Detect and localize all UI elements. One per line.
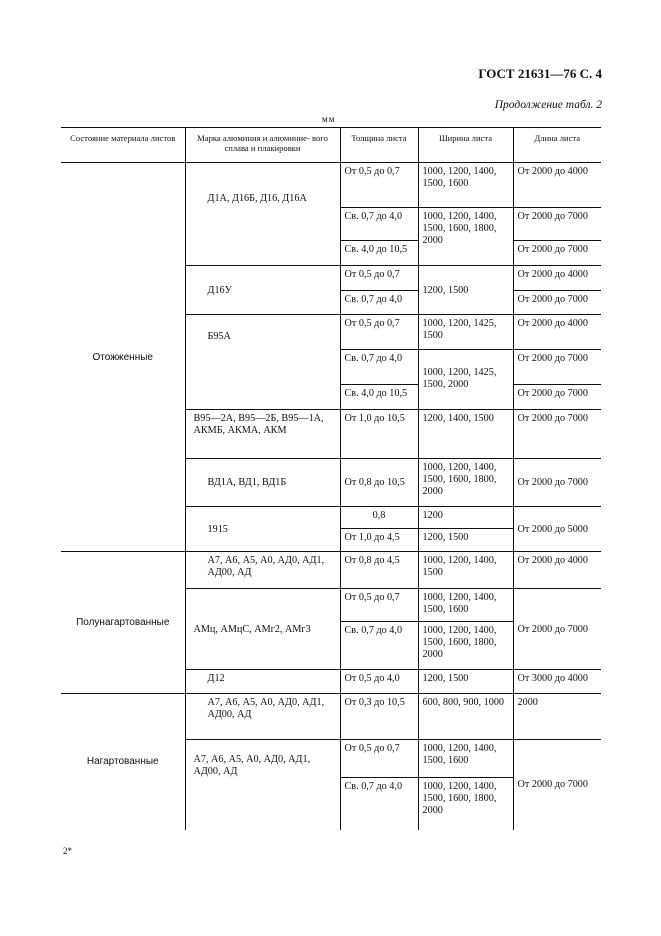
- grade-cell: А7, А6, А5, А0, АД0, АД1, АД00, АД: [185, 694, 340, 740]
- thickness-cell: Св. 0,7 до 4,0: [340, 622, 418, 670]
- column-header-width: Ширина листа: [418, 128, 513, 163]
- column-header-length: Длина листа: [513, 128, 601, 163]
- grade-cell: Б95А: [185, 315, 340, 410]
- width-cell: 1000, 1200, 1425, 1500: [418, 315, 513, 350]
- thickness-cell: Св. 0,7 до 4,0: [340, 208, 418, 241]
- page-mark: 2*: [63, 846, 72, 856]
- width-cell: 1200, 1500: [418, 266, 513, 315]
- thickness-cell: От 0,5 до 0,7: [340, 163, 418, 208]
- length-cell: От 2000 до 7000: [513, 241, 601, 266]
- thickness-cell: От 0,5 до 0,7: [340, 315, 418, 350]
- table-continuation-label: Продолжение табл. 2: [494, 99, 602, 111]
- dimensions-table: [61, 127, 601, 830]
- length-cell: От 2000 до 5000: [513, 507, 601, 552]
- length-cell: От 2000 до 7000: [513, 350, 601, 385]
- column-header-grade: Марка алюминия и алюминие- вого сплава и плакировки: [185, 128, 340, 163]
- width-cell: 1000, 1200, 1400, 1500, 1600: [418, 589, 513, 622]
- thickness-cell: От 1,0 до 10,5: [340, 410, 418, 459]
- width-cell: 1000, 1200, 1400, 1500, 1600, 1800, 2000: [418, 622, 513, 670]
- thickness-cell: Св. 0,7 до 4,0: [340, 778, 418, 830]
- width-cell: 1200, 1500: [418, 529, 513, 552]
- grade-cell: Д16У: [185, 266, 340, 315]
- grade-cell: Д12: [185, 670, 340, 694]
- document-id: ГОСТ 21631—76 С. 4: [478, 66, 602, 81]
- length-cell: От 2000 до 7000: [513, 589, 601, 670]
- thickness-cell: От 0,5 до 0,7: [340, 740, 418, 778]
- length-cell: От 2000 до 4000: [513, 552, 601, 589]
- grade-cell: В95—2А, В95—2Б, В95—1А, АКМБ, АКМА, АКМ: [185, 410, 340, 459]
- width-cell: 1000, 1200, 1400, 1500, 1600: [418, 740, 513, 778]
- grade-cell: 1915: [185, 507, 340, 552]
- column-header-state: Состояние материала листов: [61, 128, 185, 163]
- width-cell: 1000, 1200, 1400, 1500: [418, 552, 513, 589]
- grade-cell: Д1А, Д16Б, Д16, Д16А: [185, 163, 340, 266]
- length-cell: От 2000 до 4000: [513, 315, 601, 350]
- state-cell: Полунагартованные: [61, 552, 185, 694]
- length-cell: От 2000 до 7000: [513, 385, 601, 410]
- table-row: [61, 552, 601, 589]
- width-cell: 1000, 1200, 1400, 1500, 1600, 1800, 2000: [418, 778, 513, 830]
- length-cell: От 2000 до 7000: [513, 410, 601, 459]
- thickness-cell: Св. 0,7 до 4,0: [340, 291, 418, 315]
- table-row: [61, 694, 601, 740]
- thickness-cell: От 0,5 до 0,7: [340, 266, 418, 291]
- thickness-cell: От 0,5 до 4,0: [340, 670, 418, 694]
- width-cell: 1000, 1200, 1400, 1500, 1600, 1800, 2000: [418, 208, 513, 266]
- thickness-cell: Св. 4,0 до 10,5: [340, 385, 418, 410]
- unit-label: мм: [322, 114, 336, 124]
- thickness-cell: 0,8: [340, 507, 418, 529]
- thickness-cell: От 0,3 до 10,5: [340, 694, 418, 740]
- thickness-cell: Св. 0,7 до 4,0: [340, 350, 418, 385]
- thickness-cell: От 1,0 до 4,5: [340, 529, 418, 552]
- width-cell: 1200: [418, 507, 513, 529]
- width-cell: 1200, 1500: [418, 670, 513, 694]
- width-cell: 1200, 1400, 1500: [418, 410, 513, 459]
- length-cell: От 3000 до 4000: [513, 670, 601, 694]
- width-cell: 600, 800, 900, 1000: [418, 694, 513, 740]
- state-cell: Отожженные: [92, 351, 153, 363]
- width-cell: 1000, 1200, 1400, 1500, 1600, 1800, 2000: [418, 459, 513, 507]
- length-cell: От 2000 до 7000: [513, 291, 601, 315]
- grade-cell: ВД1А, ВД1, ВД1Б: [185, 459, 340, 507]
- thickness-cell: От 0,8 до 4,5: [340, 552, 418, 589]
- thickness-cell: От 0,8 до 10,5: [340, 459, 418, 507]
- grade-cell: АМц, АМцС, АМг2, АМг3: [185, 589, 340, 670]
- length-cell: От 2000 до 7000: [513, 459, 601, 507]
- width-cell: 1000, 1200, 1400, 1500, 1600: [418, 163, 513, 208]
- thickness-cell: Св. 4,0 до 10,5: [340, 241, 418, 266]
- state-cell: Нагартованные: [61, 694, 185, 830]
- grade-cell: А7, А6, А5, А0, АД0, АД1, АД00, АД: [185, 552, 340, 589]
- width-cell: 1000, 1200, 1425, 1500, 2000: [418, 350, 513, 410]
- length-cell: От 2000 до 7000: [513, 208, 601, 241]
- length-cell: 2000: [513, 694, 601, 740]
- table-row: [61, 163, 601, 208]
- length-cell: От 2000 до 4000: [513, 266, 601, 291]
- column-header-thickness: Толщина листа: [340, 128, 418, 163]
- length-cell: От 2000 до 7000: [513, 740, 601, 830]
- thickness-cell: От 0,5 до 0,7: [340, 589, 418, 622]
- grade-cell: А7, А6, А5, А0, АД0, АД1, АД00, АД: [185, 740, 340, 830]
- length-cell: От 2000 до 4000: [513, 163, 601, 208]
